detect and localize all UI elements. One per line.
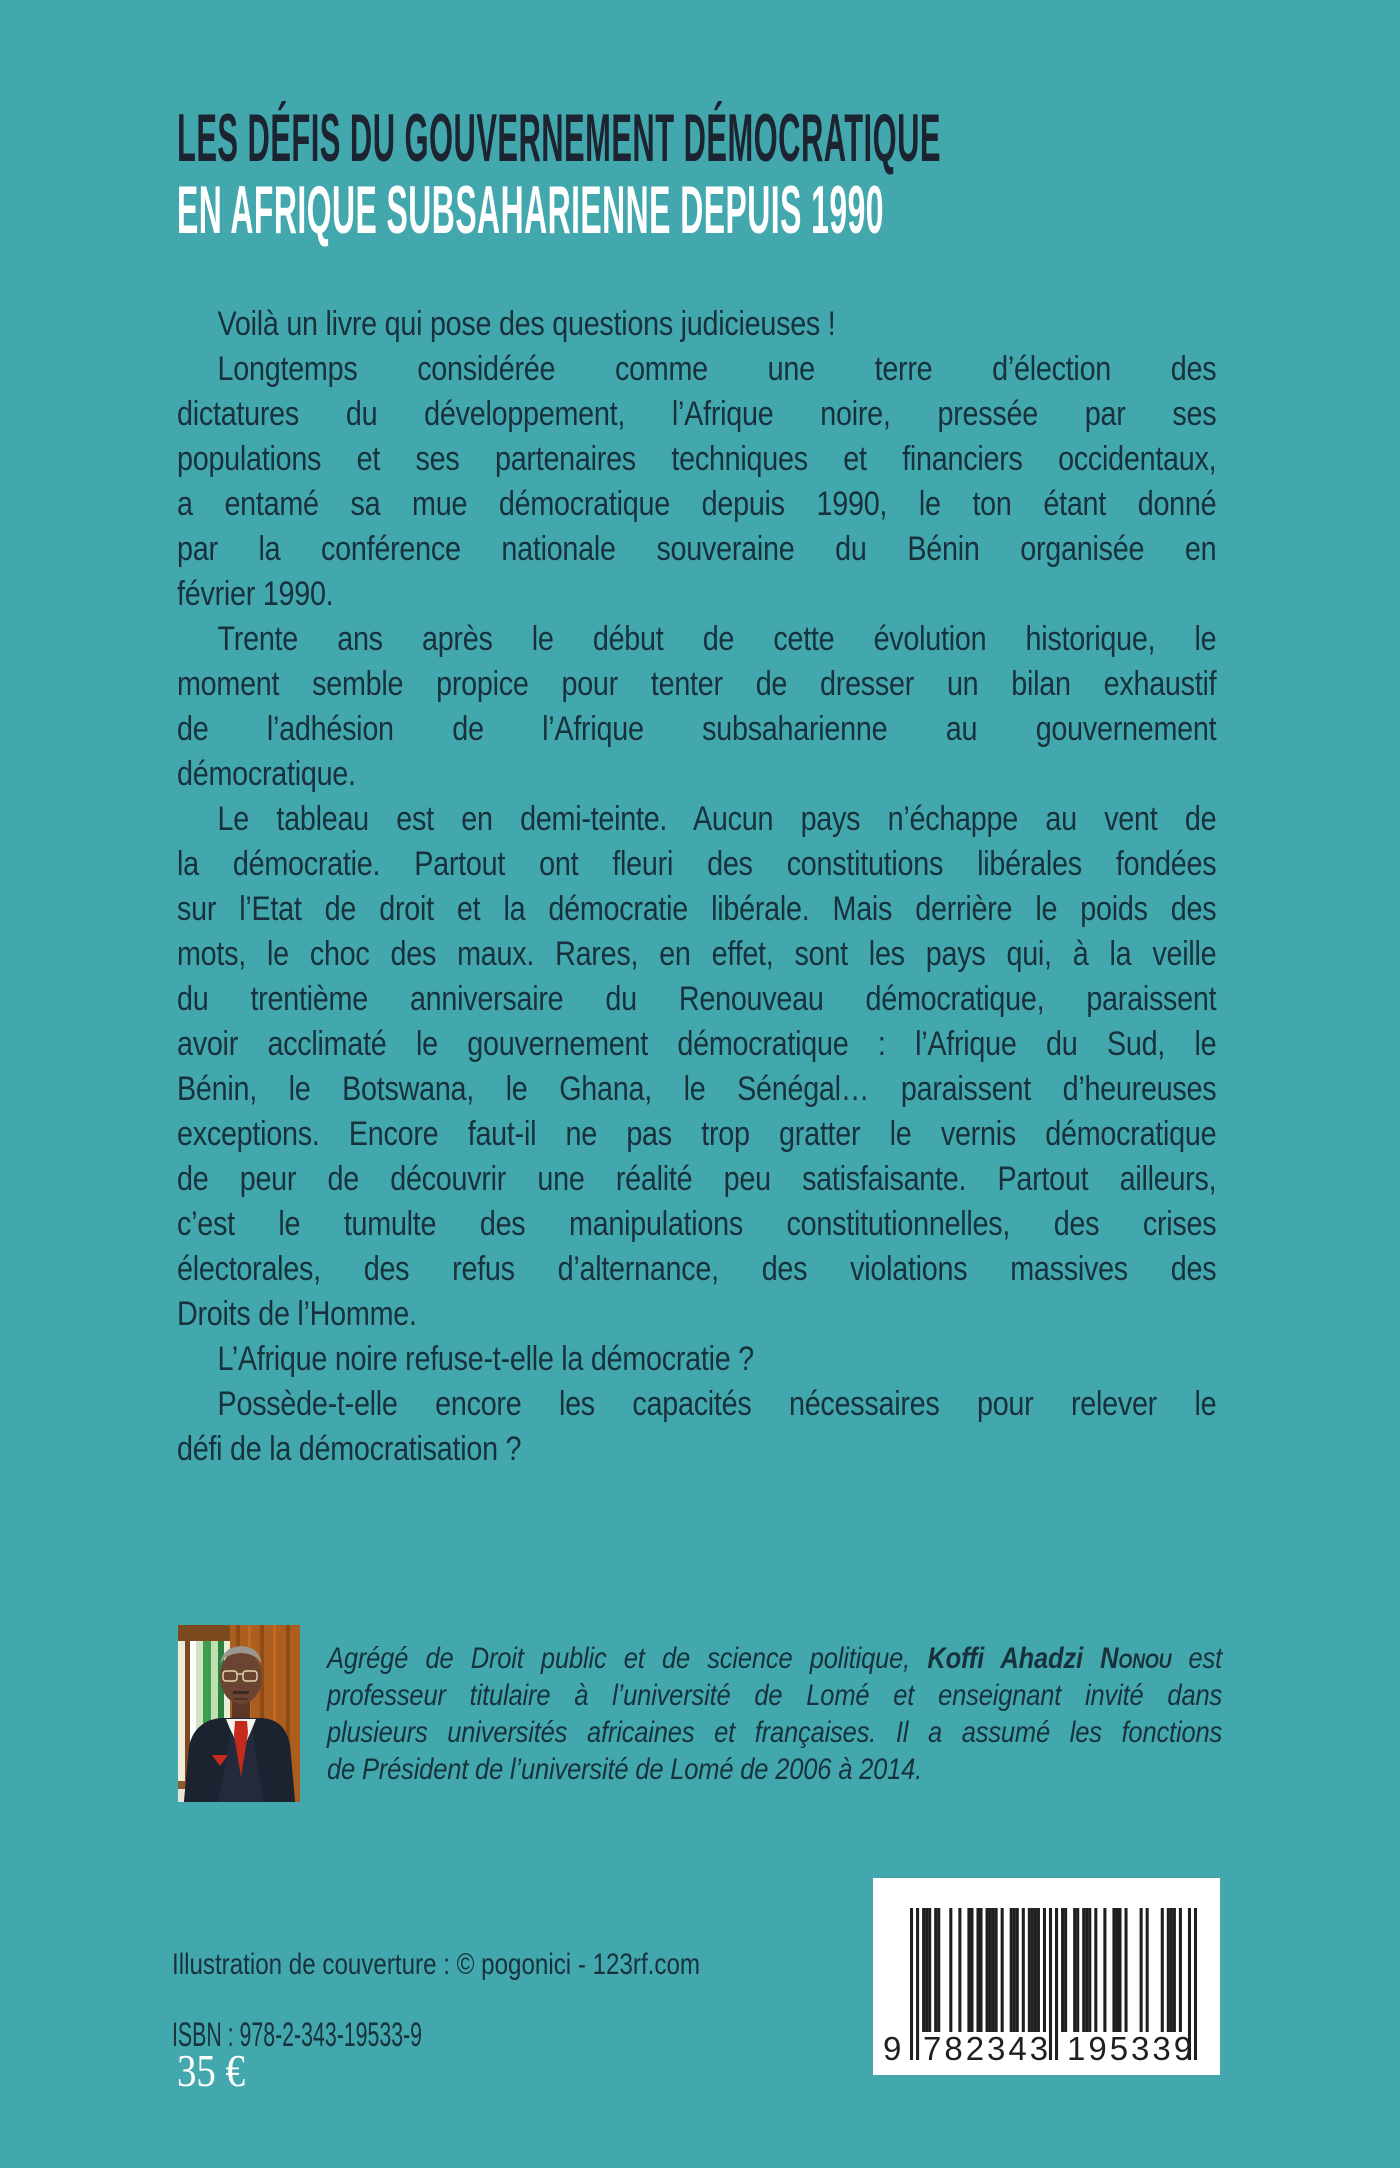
synopsis-line: de peur de découvrir une réalité peu satisfaisante. Partout ailleurs, (177, 1160, 1217, 1198)
synopsis-line: sur l’Etat de droit et la démocratie libérale. Mais derrière le poids des (177, 890, 1217, 928)
synopsis-line: moment semble propice pour tenter de dresser un bilan exhaustif (177, 665, 1217, 703)
synopsis-line: Le tableau est en demi-teinte. Aucun pays n’échappe au vent de (217, 800, 1217, 838)
synopsis-line: de l’adhésion de l’Afrique subsaharienne au gouvernement (177, 710, 1217, 748)
synopsis-line: populations et ses partenaires techniques et financiers occidentaux, (177, 440, 1217, 478)
bio-line: Agrégé de Droit public et de science politique, Koffi Ahadzi Nonou est (327, 1642, 1223, 1675)
barcode-digits: 782343 (923, 2030, 1052, 2067)
book-title-line2: EN AFRIQUE SUBSAHARIENNE DEPUIS 1990 (177, 172, 884, 248)
synopsis-line: février 1990. (177, 575, 334, 613)
barcode (873, 1878, 1220, 2075)
synopsis-line: a entamé sa mue démocratique depuis 1990, le ton étant donné (177, 485, 1217, 523)
synopsis-line: la démocratie. Partout ont fleuri des constitutions libérales fondées (177, 845, 1217, 883)
cover-illustration-credit: Illustration de couverture : © pogonici - 123rf.com (172, 1948, 701, 1981)
synopsis (177, 302, 1216, 1472)
synopsis-line: Voilà un livre qui pose des questions judicieuses ! (217, 305, 836, 343)
synopsis-line: Droits de l’Homme. (177, 1295, 417, 1333)
synopsis-line: Possède-t-elle encore les capacités nécessaires pour relever le (217, 1385, 1217, 1423)
book-title-line1: LES DÉFIS DU GOUVERNEMENT DÉMOCRATIQUE (177, 100, 941, 176)
synopsis-line: exceptions. Encore faut-il ne pas trop gratter le vernis démocratique (177, 1115, 1217, 1153)
author-bio (327, 1640, 1222, 1788)
isbn: ISBN : 978-2-343-19533-9 (172, 2016, 423, 2054)
author-photo (178, 1625, 300, 1802)
synopsis-line: Longtemps considérée comme une terre d’élection des (217, 350, 1217, 388)
synopsis-line: c’est le tumulte des manipulations constitutionnelles, des crises (177, 1205, 1217, 1243)
synopsis-line: électorales, des refus d’alternance, des violations massives des (177, 1250, 1217, 1288)
bio-line: plusieurs universités africaines et françaises. Il a assumé les fonctions (327, 1716, 1223, 1749)
barcode-digits: 195339 (1067, 2030, 1196, 2067)
synopsis-line: défi de la démocratisation ? (177, 1430, 522, 1468)
synopsis-line: Trente ans après le début de cette évolution historique, le (217, 620, 1217, 658)
synopsis-line: du trentième anniversaire du Renouveau démocratique, paraissent (177, 980, 1217, 1018)
synopsis-line: par la conférence nationale souveraine du Bénin organisée en (177, 530, 1217, 568)
bio-line: professeur titulaire à l’université de Lomé et enseignant invité dans (327, 1679, 1223, 1712)
synopsis-line: mots, le choc des maux. Rares, en effet, sont les pays qui, à la veille (177, 935, 1217, 973)
synopsis-line: L’Afrique noire refuse-t-elle la démocratie ? (217, 1340, 754, 1378)
synopsis-line: démocratique. (177, 755, 356, 793)
synopsis-line: avoir acclimaté le gouvernement démocratique : l’Afrique du Sud, le (177, 1025, 1217, 1063)
title-block (177, 102, 1277, 246)
barcode-digits: 9 (883, 2030, 905, 2067)
price: 35 € (177, 2045, 245, 2096)
synopsis-line: Bénin, le Botswana, le Ghana, le Sénégal… paraissent d’heureuses (177, 1070, 1217, 1108)
bio-line: de Président de l’université de Lomé de 2006 à 2014. (327, 1753, 923, 1786)
synopsis-line: dictatures du développement, l’Afrique noire, pressée par ses (177, 395, 1217, 433)
